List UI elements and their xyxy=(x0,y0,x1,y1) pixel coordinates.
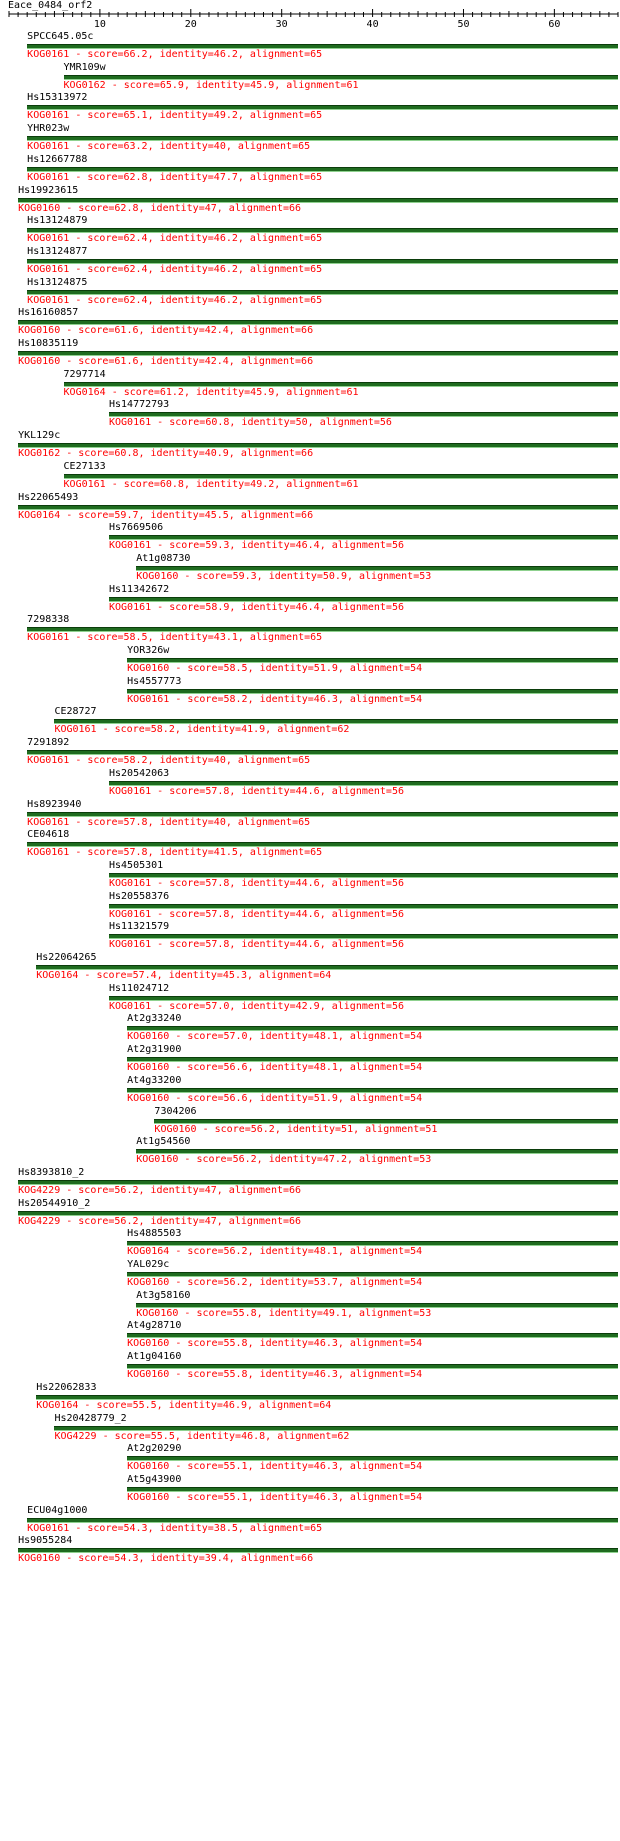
hit-score-info: KOG0161 - score=57.8, identity=44.6, alignment=56 xyxy=(108,939,404,951)
hit-score-info: KOG0160 - score=56.2, identity=51, alignment=51 xyxy=(154,1123,438,1135)
hit-name: CE28727 xyxy=(54,706,97,718)
hit-score-info: KOG0161 - score=57.0, identity=42.9, alignment=56 xyxy=(108,1000,404,1012)
hit-name: Hs19923615 xyxy=(18,184,79,196)
hit-name: Hs20558376 xyxy=(108,890,170,902)
hit-name: 7291892 xyxy=(27,737,70,749)
hit-name: At1g54560 xyxy=(136,1136,191,1148)
hit-name: YAL029c xyxy=(127,1259,170,1270)
hit-score-info: KOG0160 - score=54.3, identity=39.4, alignment=66 xyxy=(18,1553,314,1565)
query-title: Eace_0484_orf2 xyxy=(8,0,93,11)
hit-score-info: KOG0161 - score=60.8, identity=49.2, alignment=61 xyxy=(63,478,359,490)
hit-name: Hs13124875 xyxy=(27,276,88,288)
hit-score-info: KOG0161 - score=57.8, identity=41.5, alignment=65 xyxy=(27,847,323,859)
hit-name: Hs11342672 xyxy=(108,583,170,595)
hit-name: Hs11024712 xyxy=(108,982,170,994)
hit-name: CE04618 xyxy=(27,829,70,841)
hit-name: YKL129c xyxy=(18,430,61,442)
hit-name: SPCC645.05c xyxy=(27,31,94,42)
hit-score-info: KOG0161 - score=58.2, identity=41.9, alignment=62 xyxy=(54,724,350,736)
hit-name: Hs13124879 xyxy=(27,215,88,227)
hit-name: At5g43900 xyxy=(127,1473,182,1485)
ruler-tick-label: 10 xyxy=(93,19,106,28)
hit-name: Hs4885503 xyxy=(127,1228,182,1240)
hit-name: 7297714 xyxy=(63,368,106,380)
hit-score-info: KOG0161 - score=60.8, identity=50, alignment=56 xyxy=(108,417,392,429)
hit-name: Hs4505301 xyxy=(108,859,164,871)
hit-name: At2g20290 xyxy=(127,1443,182,1455)
hit-score-info: KOG0160 - score=56.2, identity=47.2, alignment=53 xyxy=(136,1154,432,1166)
hit-score-info: KOG0160 - score=55.8, identity=49.1, alignment=53 xyxy=(136,1307,432,1319)
position-ruler xyxy=(0,0,620,28)
hit-score-info: KOG0161 - score=58.2, identity=46.3, alignment=54 xyxy=(127,693,423,705)
hit-name: At2g33240 xyxy=(127,1013,182,1025)
hit-score-info: KOG0164 - score=59.7, identity=45.5, alignment=66 xyxy=(18,509,314,521)
hit-score-info: KOG4229 - score=55.5, identity=46.8, alignment=62 xyxy=(54,1430,350,1442)
hit-score-info: KOG0161 - score=62.8, identity=47.7, alignment=65 xyxy=(27,171,323,183)
hit-score-info: KOG0160 - score=62.8, identity=47, alignment=66 xyxy=(18,202,302,214)
hit-name: Hs22064265 xyxy=(36,952,97,963)
hit-name: At2g31900 xyxy=(127,1044,182,1056)
hit-score-info: KOG0161 - score=63.2, identity=40, alignment=65 xyxy=(27,141,311,153)
ruler-tick-label: 60 xyxy=(548,19,561,28)
hit-score-info: KOG0164 - score=61.2, identity=45.9, alignment=61 xyxy=(63,386,359,398)
hit-name: At3g58160 xyxy=(136,1289,191,1301)
hit-score-info: KOG0160 - score=55.1, identity=46.3, alignment=54 xyxy=(127,1461,423,1473)
hit-name: Hs13124877 xyxy=(27,245,88,257)
hit-name: YHR023w xyxy=(27,123,70,135)
hit-score-info: KOG0161 - score=57.8, identity=44.6, alignment=56 xyxy=(108,908,404,920)
hit-score-info: KOG0161 - score=66.2, identity=46.2, alignment=65 xyxy=(27,49,323,60)
hit-name: CE27133 xyxy=(63,460,106,472)
hit-score-info: KOG0162 - score=60.8, identity=40.9, alignment=66 xyxy=(18,448,314,460)
hit-name: Hs14772793 xyxy=(108,399,170,411)
hit-name: 7304206 xyxy=(154,1105,197,1117)
hit-name: Hs11321579 xyxy=(108,921,170,933)
hit-score-info: KOG0160 - score=61.6, identity=42.4, alignment=66 xyxy=(18,356,314,367)
hit-name: Hs8923940 xyxy=(27,798,82,810)
hit-score-info: KOG0162 - score=65.9, identity=45.9, alignment=61 xyxy=(63,79,359,91)
hit-score-info: KOG0161 - score=58.5, identity=43.1, alignment=65 xyxy=(27,632,323,644)
hit-score-info: KOG0161 - score=58.2, identity=40, alignment=65 xyxy=(27,755,311,767)
hit-score-info: KOG0160 - score=56.6, identity=48.1, alignment=54 xyxy=(127,1062,423,1074)
hit-name: Hs4557773 xyxy=(127,675,182,687)
hit-name: Hs20542063 xyxy=(108,767,170,779)
hit-score-info: KOG0164 - score=55.5, identity=46.9, alignment=64 xyxy=(36,1399,332,1411)
hit-score-info: KOG0161 - score=62.4, identity=46.2, alignment=65 xyxy=(27,263,323,275)
hit-score-info: KOG0161 - score=58.9, identity=46.4, alignment=56 xyxy=(108,601,404,613)
hit-score-info: KOG0161 - score=57.8, identity=40, alignment=65 xyxy=(27,816,311,828)
hit-score-info: KOG0164 - score=57.4, identity=45.3, alignment=64 xyxy=(36,970,332,981)
ruler-tick-label: 40 xyxy=(366,19,379,28)
hit-name: At4g33200 xyxy=(127,1074,182,1086)
hit-score-info: KOG0160 - score=58.5, identity=51.9, alignment=54 xyxy=(127,663,423,674)
hit-name: At1g08730 xyxy=(136,552,191,564)
hit-name: Hs15313972 xyxy=(27,92,88,104)
hit-score-info: KOG0160 - score=59.3, identity=50.9, alignment=53 xyxy=(136,570,432,582)
hit-score-info: KOG0160 - score=55.8, identity=46.3, alignment=54 xyxy=(127,1369,423,1381)
hit-score-info: KOG0160 - score=55.8, identity=46.3, alignment=54 xyxy=(127,1338,423,1350)
hit-score-info: KOG0161 - score=65.1, identity=49.2, alignment=65 xyxy=(27,110,323,122)
ruler-tick-label: 50 xyxy=(457,19,470,28)
hit-score-info: KOG0164 - score=56.2, identity=48.1, alignment=54 xyxy=(127,1246,423,1258)
hit-name: At4g28710 xyxy=(127,1320,182,1332)
hit-name: Hs22065493 xyxy=(18,491,79,503)
hit-score-info: KOG0160 - score=55.1, identity=46.3, alignment=54 xyxy=(127,1491,423,1503)
hit-name: Hs20544910_2 xyxy=(18,1197,91,1209)
hit-name: Hs8393810_2 xyxy=(18,1166,85,1178)
hit-score-info: KOG0161 - score=59.3, identity=46.4, alignment=56 xyxy=(108,540,404,552)
hit-name: YOR326w xyxy=(127,645,170,656)
hit-score-info: KOG0161 - score=62.4, identity=46.2, alignment=65 xyxy=(27,294,323,306)
hit-score-info: KOG0161 - score=62.4, identity=46.2, alignment=65 xyxy=(27,233,323,245)
hit-score-info: KOG0161 - score=57.8, identity=44.6, alignment=56 xyxy=(108,785,404,797)
hit-name: At1g04160 xyxy=(127,1351,182,1363)
hit-name: YMR109w xyxy=(63,61,106,73)
hit-score-info: KOG0160 - score=57.0, identity=48.1, alignment=54 xyxy=(127,1031,423,1043)
hit-name: Hs22062833 xyxy=(36,1381,97,1393)
hit-name: ECU04g1000 xyxy=(27,1504,88,1516)
hit-name: Hs9055284 xyxy=(18,1535,73,1547)
hit-score-info: KOG0160 - score=56.6, identity=51.9, alignment=54 xyxy=(127,1092,423,1104)
hit-score-info: KOG4229 - score=56.2, identity=47, alignment=66 xyxy=(18,1184,302,1196)
hit-name: Hs16160857 xyxy=(18,307,79,319)
hit-score-info: KOG4229 - score=56.2, identity=47, alignment=66 xyxy=(18,1215,302,1227)
hit-name: Hs20428779_2 xyxy=(54,1412,127,1424)
hit-name: Hs10835119 xyxy=(18,338,79,349)
ruler-tick-label: 20 xyxy=(184,19,197,28)
hit-name: 7298338 xyxy=(27,614,70,626)
hit-name: Hs7669506 xyxy=(108,522,164,534)
ruler-tick-label: 30 xyxy=(275,19,288,28)
hit-name: Hs12667788 xyxy=(27,153,88,165)
hit-score-info: KOG0161 - score=57.8, identity=44.6, alignment=56 xyxy=(108,877,404,889)
hit-score-info: KOG0161 - score=54.3, identity=38.5, alignment=65 xyxy=(27,1522,323,1534)
hit-score-info: KOG0160 - score=56.2, identity=53.7, alignment=54 xyxy=(127,1277,423,1288)
hit-score-info: KOG0160 - score=61.6, identity=42.4, alignment=66 xyxy=(18,325,314,337)
